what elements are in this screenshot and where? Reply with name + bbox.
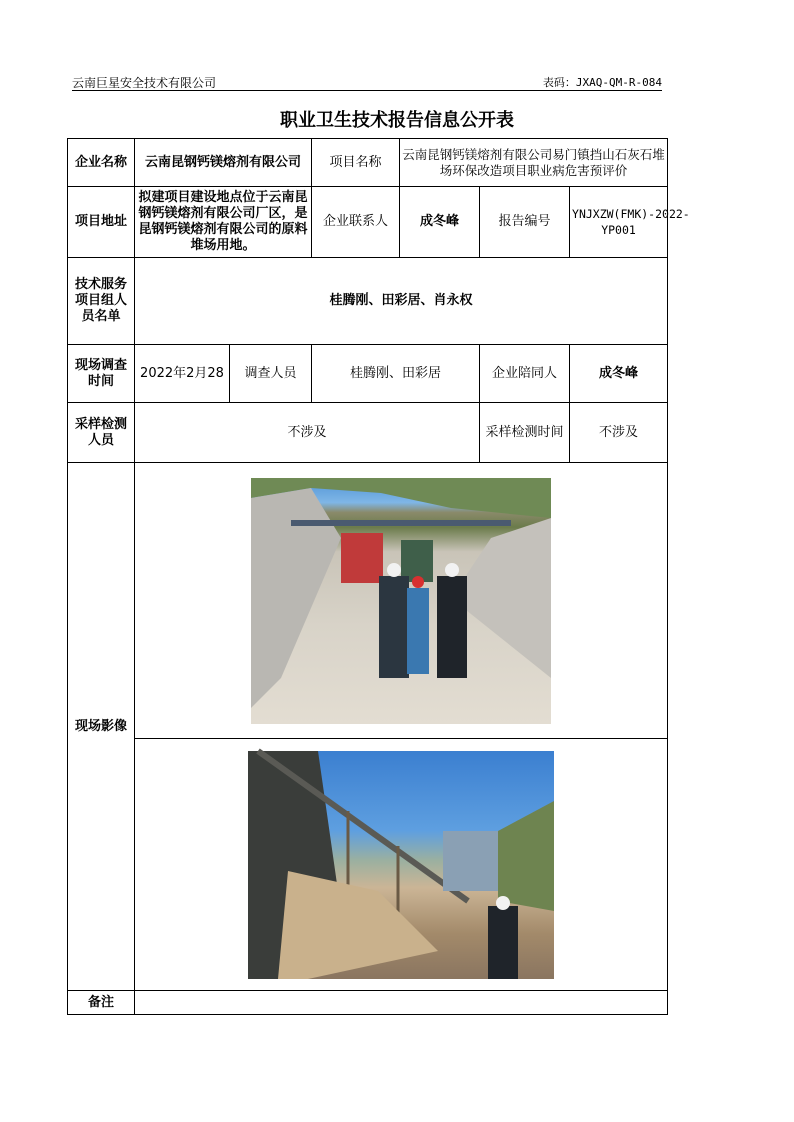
contact-label: 企业联系人 bbox=[312, 187, 400, 258]
photo-cell-1 bbox=[135, 463, 668, 739]
photo-cell-2 bbox=[135, 739, 668, 991]
remarks-value bbox=[135, 991, 668, 1015]
remarks-label: 备注 bbox=[68, 991, 135, 1015]
row-survey bbox=[68, 345, 668, 403]
row-enterprise bbox=[68, 139, 668, 187]
sampling-staff-label: 采样检测人员 bbox=[68, 403, 135, 463]
survey-time-label: 现场调查时间 bbox=[68, 345, 135, 403]
photos-label: 现场影像 bbox=[68, 463, 135, 991]
project-name-value: 云南昆钢钙镁熔剂有限公司易门镇挡山石灰石堆场环保改造项目职业病危害预评价 bbox=[400, 139, 668, 187]
row-address bbox=[68, 187, 668, 258]
row-team bbox=[68, 258, 668, 345]
page-title: 职业卫生技术报告信息公开表 bbox=[280, 110, 514, 131]
report-no-label: 报告编号 bbox=[480, 187, 570, 258]
survey-time-value: 2022年2月28 bbox=[135, 345, 230, 403]
site-photo-conveyor bbox=[248, 751, 554, 979]
row-photo-2 bbox=[68, 739, 668, 991]
row-remarks bbox=[68, 991, 668, 1015]
project-address-value: 拟建项目建设地点位于云南昆钢钙镁熔剂有限公司厂区，是昆钢钙镁熔剂有限公司的原料堆场用地。 bbox=[135, 187, 312, 258]
contact-value: 成冬峰 bbox=[400, 187, 480, 258]
site-photo-conveyor-drawing bbox=[248, 751, 554, 979]
row-sampling bbox=[68, 403, 668, 463]
site-photo-stockyard bbox=[251, 478, 551, 724]
team-value: 桂腾刚、田彩居、肖永权 bbox=[135, 258, 668, 345]
report-no-value: YNJXZW(FMK)-2022-YP001 bbox=[570, 187, 668, 258]
disclosure-form-table bbox=[67, 138, 690, 1015]
sampling-time-label: 采样检测时间 bbox=[480, 403, 570, 463]
companion-label: 企业陪同人 bbox=[480, 345, 570, 403]
project-address-label: 项目地址 bbox=[68, 187, 135, 258]
page-header bbox=[72, 74, 662, 91]
companion-value: 成冬峰 bbox=[570, 345, 668, 403]
surveyors-label: 调查人员 bbox=[230, 345, 312, 403]
enterprise-name-label: 企业名称 bbox=[68, 139, 135, 187]
site-photo-stockyard-drawing bbox=[251, 478, 551, 724]
sampling-time-value: 不涉及 bbox=[570, 403, 668, 463]
row-photo-1 bbox=[68, 463, 668, 739]
sampling-staff-value: 不涉及 bbox=[135, 403, 480, 463]
enterprise-name-value: 云南昆钢钙镁熔剂有限公司 bbox=[135, 139, 312, 187]
header-company: 云南巨星安全技术有限公司 bbox=[72, 76, 217, 90]
surveyors-value: 桂腾刚、田彩居 bbox=[312, 345, 480, 403]
team-label: 技术服务项目组人员名单 bbox=[68, 258, 135, 345]
project-name-label: 项目名称 bbox=[312, 139, 400, 187]
header-form-code: 表码：JXAQ-QM-R-084 bbox=[542, 76, 662, 89]
